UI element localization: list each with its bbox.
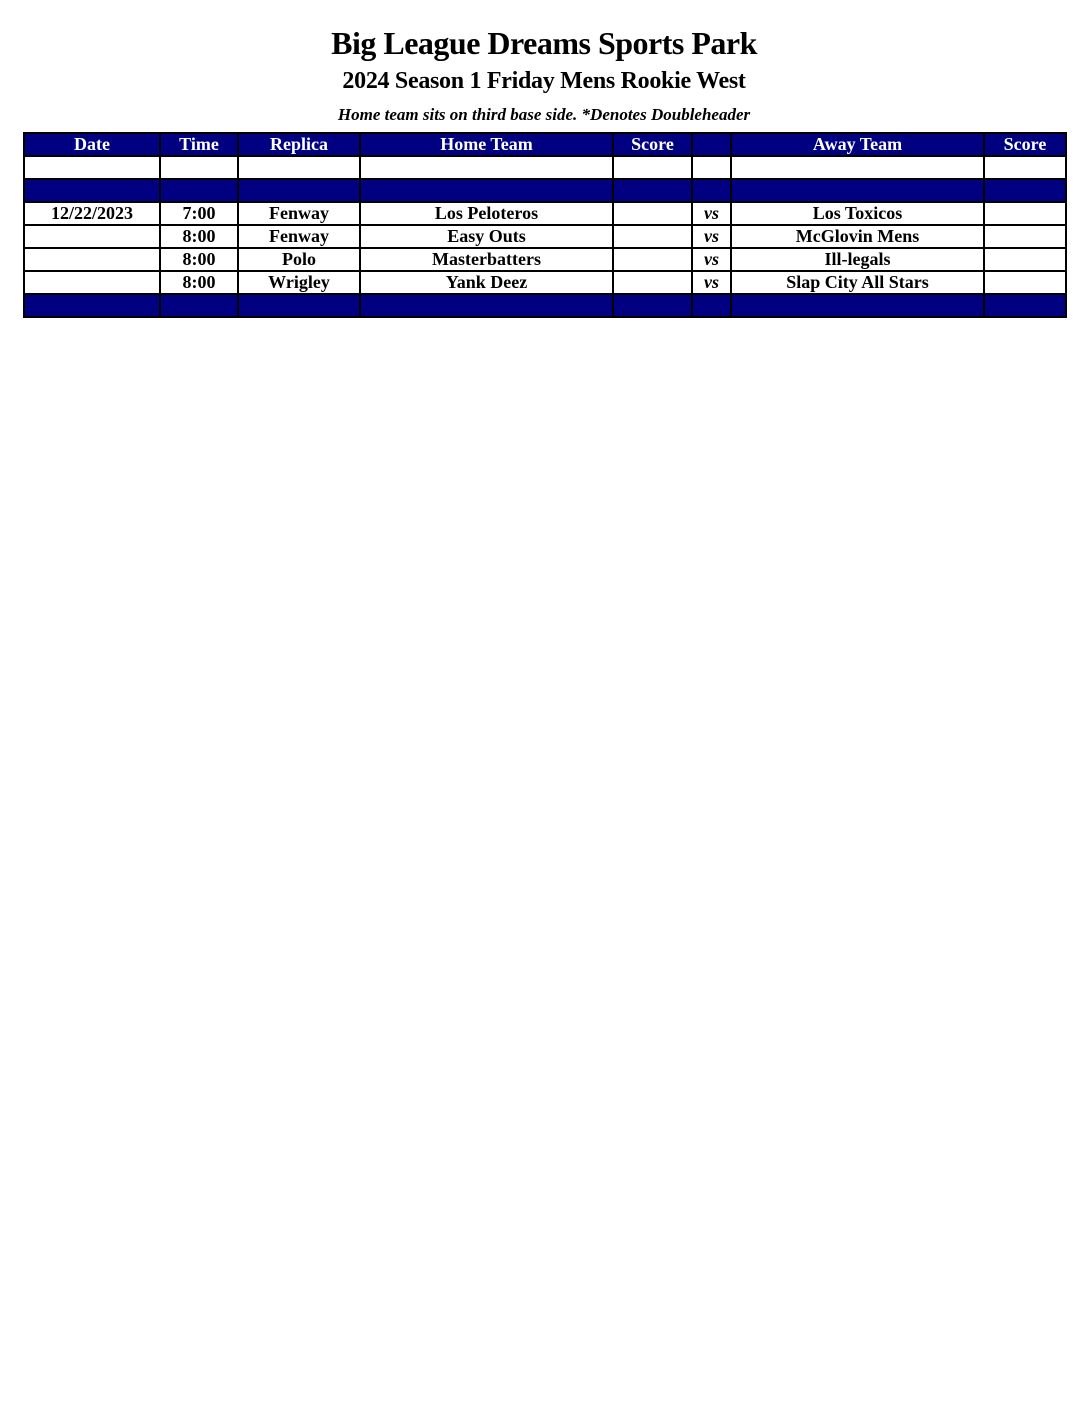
column-header-date: Date (24, 133, 160, 156)
table-cell (731, 294, 984, 317)
table-cell (613, 179, 692, 202)
home-score (613, 225, 692, 248)
table-row (24, 202, 1066, 225)
column-header-replica: Replica (238, 133, 360, 156)
away-team: McGlovin Mens (731, 225, 984, 248)
game-date (24, 225, 160, 248)
table-cell (692, 179, 731, 202)
table-cell (360, 179, 613, 202)
home-score (613, 202, 692, 225)
table-cell (360, 156, 613, 179)
game-replica: Fenway (238, 225, 360, 248)
season-subtitle: 2024 Season 1 Friday Mens Rookie West (342, 68, 746, 94)
table-cell (984, 294, 1066, 317)
home-team: Los Peloteros (360, 202, 613, 225)
game-time: 7:00 (160, 202, 238, 225)
table-cell (238, 294, 360, 317)
table-cell (984, 156, 1066, 179)
page-title: Big League Dreams Sports Park (331, 25, 757, 61)
away-team: Slap City All Stars (731, 271, 984, 294)
column-header-away-team: Away Team (731, 133, 984, 156)
versus-label: vs (692, 271, 731, 294)
table-row (24, 248, 1066, 271)
versus-label: vs (692, 202, 731, 225)
table-cell (613, 294, 692, 317)
separator-row (24, 179, 1066, 202)
game-date (24, 271, 160, 294)
home-score (613, 248, 692, 271)
empty-row (24, 156, 1066, 179)
table-cell (160, 294, 238, 317)
versus-label: vs (692, 225, 731, 248)
table-row (24, 271, 1066, 294)
column-header-home-score: Score (613, 133, 692, 156)
table-cell (692, 294, 731, 317)
table-cell (238, 179, 360, 202)
game-time: 8:00 (160, 225, 238, 248)
column-header-home-team: Home Team (360, 133, 613, 156)
game-date: 12/22/2023 (24, 202, 160, 225)
column-header-away-score: Score (984, 133, 1066, 156)
separator-row (24, 294, 1066, 317)
table-cell (692, 156, 731, 179)
column-header-vs (692, 133, 731, 156)
table-cell (984, 179, 1066, 202)
table-cell (160, 179, 238, 202)
versus-label: vs (692, 248, 731, 271)
column-header-time: Time (160, 133, 238, 156)
game-time: 8:00 (160, 271, 238, 294)
home-team: Easy Outs (360, 225, 613, 248)
away-score (984, 202, 1066, 225)
away-score (984, 271, 1066, 294)
table-cell (731, 179, 984, 202)
home-team: Yank Deez (360, 271, 613, 294)
away-team: Ill-legals (731, 248, 984, 271)
table-cell (160, 156, 238, 179)
away-score (984, 225, 1066, 248)
game-date (24, 248, 160, 271)
away-team: Los Toxicos (731, 202, 984, 225)
game-replica: Wrigley (238, 271, 360, 294)
game-time: 8:00 (160, 248, 238, 271)
table-cell (238, 156, 360, 179)
table-cell (24, 294, 160, 317)
home-team: Masterbatters (360, 248, 613, 271)
table-cell (24, 179, 160, 202)
header-row (24, 133, 1066, 156)
table-cell (731, 156, 984, 179)
game-replica: Polo (238, 248, 360, 271)
table-cell (613, 156, 692, 179)
table-cell (24, 156, 160, 179)
game-replica: Fenway (238, 202, 360, 225)
home-score (613, 271, 692, 294)
doubleheader-note: Home team sits on third base side. *Denotes Doubleheader (337, 105, 751, 124)
away-score (984, 248, 1066, 271)
table-row (24, 225, 1066, 248)
table-cell (360, 294, 613, 317)
schedule-table (23, 132, 1067, 318)
